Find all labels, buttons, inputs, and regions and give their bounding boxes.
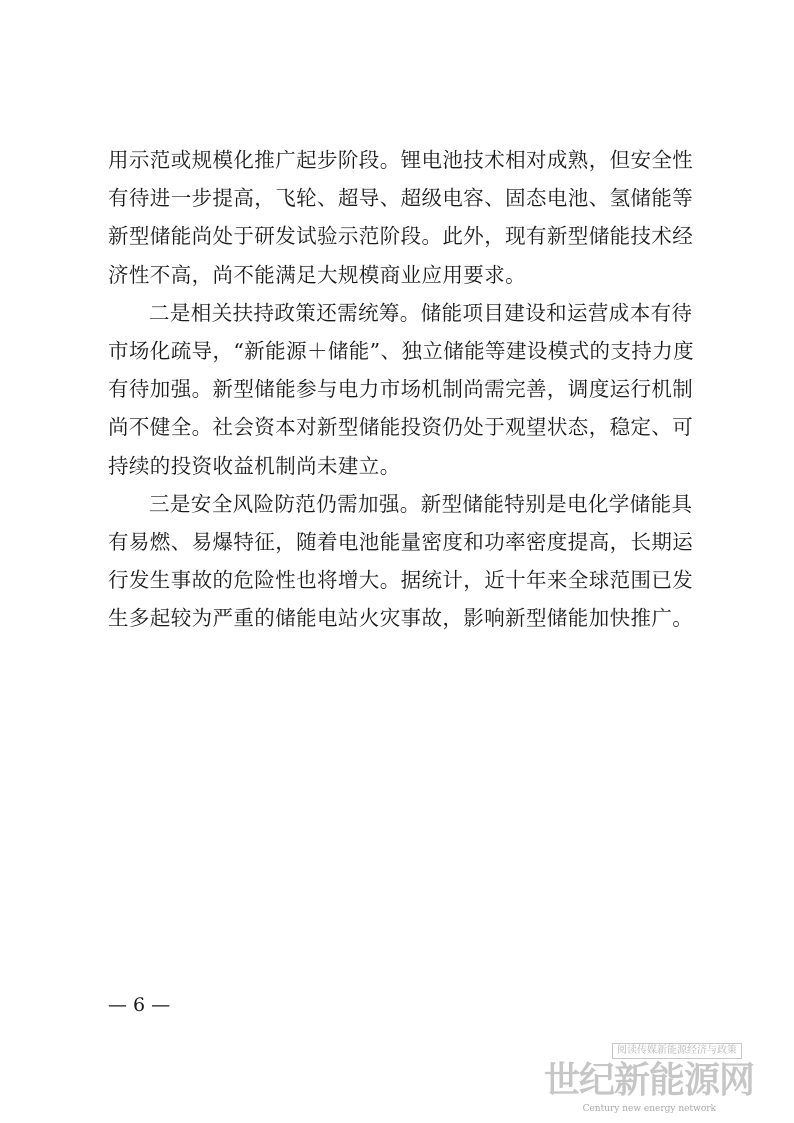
text-line: 尚不健全。社会资本对新型储能投资仍处于观望状态，稳定、可 [108,415,694,440]
watermark-logo [543,1043,756,1121]
text-line: 行发生事故的危险性也将增大。据统计，近十年来全球范围已发 [108,568,694,593]
text-line: 持续的投资收益机制尚未建立。 [108,453,401,478]
paragraph-start-line: 二是相关扶持政策还需统筹。储能项目建设和运营成本有待 [149,300,693,325]
document-body [108,141,694,637]
paragraph-start-line: 三是安全风险防范仍需加强。新型储能特别是电化学储能具 [149,491,693,516]
watermark-subtitle: Century new energy network [582,1104,716,1114]
text-line: 有待加强。新型储能参与电力市场机制尚需完善，调度运行机制 [108,377,694,402]
text-line: 用示范或规模化推广起步阶段。锂电池技术相对成熟，但安全性 [108,148,694,172]
text-line: 济性不高，尚不能满足大规模商业应用要求。 [108,262,526,287]
text-line: 市场化疏导，“新能源＋储能”、独立储能等建设模式的支持力度 [108,338,694,363]
page-number: — 6 — [108,994,171,1016]
watermark-tagline: 阅读传媒新能源经济与政策 [612,1043,742,1059]
text-line: 有易燃、易爆特征，随着电池能量密度和功率密度提高，长期运 [108,529,694,554]
text-line: 生多起较为严重的储能电站火灾事故，影响新型储能加快推广。 [108,606,694,631]
text-line: 新型储能尚处于研发试验示范阶段。此外，现有新型储能技术经 [108,224,694,249]
watermark-logo-text: 世纪新能源网 [543,1059,754,1101]
text-line: 有待进一步提高，飞轮、超导、超级电容、固态电池、氢储能等 [108,186,694,211]
